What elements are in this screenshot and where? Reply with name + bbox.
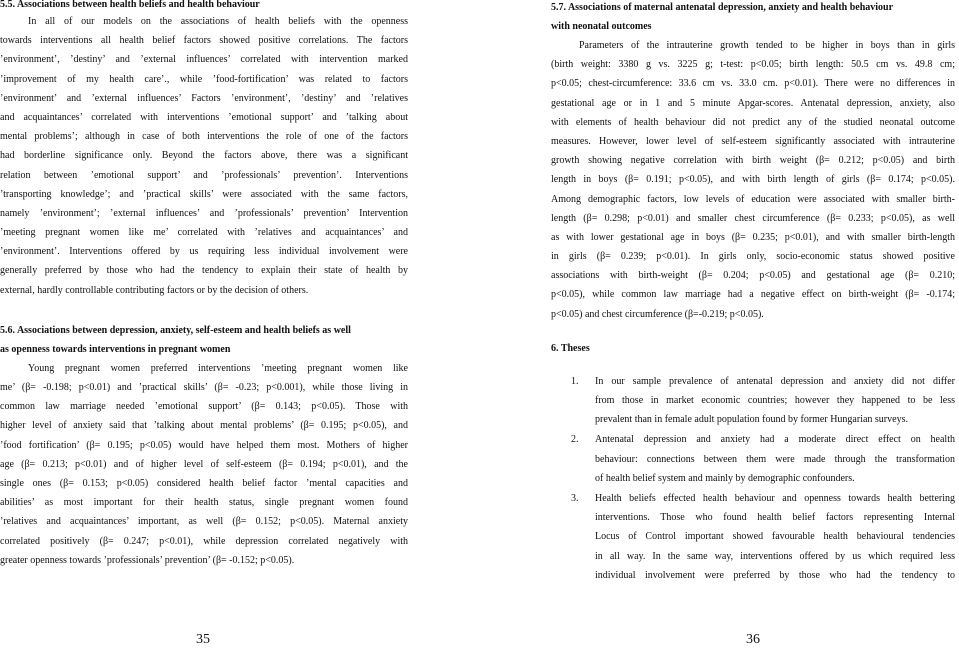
text-line: Among demographic factors, low levels of education were associated with smaller birth- bbox=[551, 193, 955, 205]
text-line: and acquaintances’ correlated with interventions ’emotional support’ and ’talking about bbox=[0, 111, 408, 123]
text-line: prevalent than in female adult population found by former Hungarian surveys. bbox=[595, 414, 908, 426]
text-line: gestational age or in 1 and 5 minute Apgar-scores. Antenatal depression, anxiety, also bbox=[551, 97, 955, 109]
section-5-5-body bbox=[0, 12, 408, 300]
text-line: measures. However, lower level of self-esteem significantly associated with intrauterine bbox=[551, 135, 955, 147]
text-line: individual involvement were preferred by those who had the tendency to bbox=[595, 569, 955, 581]
heading-line: as openness towards interventions in pregnant women bbox=[0, 343, 231, 355]
text-line: Parameters of the intrauterine growth tended to be higher in boys than in girls bbox=[579, 40, 955, 51]
text-line: p<0.05) and chest circumference (β=-0.219; p<0.05). bbox=[551, 308, 764, 320]
section-5-6-body bbox=[0, 359, 408, 570]
text-line: interventions. Those who found health belief factors representing Internal bbox=[595, 512, 955, 524]
text-line: higher level of anxiety said that ’talking about mental problems’ (β= 0.195; p<0.05), and bbox=[0, 420, 408, 432]
text-line: ’environment’. Interventions offered by us requiring less individual involvement were bbox=[0, 246, 408, 258]
page-number-left: 35 bbox=[196, 632, 210, 647]
page-number-right: 36 bbox=[746, 632, 760, 647]
text-line: ’transporting knowledge’; and ’practical skills’ were associated with the same factors, bbox=[0, 188, 408, 200]
text-line: greater openness towards ’professionals’ prevention’ (β= -0.152; p<0.05). bbox=[0, 554, 295, 566]
text-line: of health belief system and mainly by demographic confounders. bbox=[595, 472, 855, 484]
text-line: ’environment’, ’destiny’ and ’external influences’ correlated with intervention marked bbox=[0, 54, 408, 66]
text-line: ’improvement of my health care’., while ’food-fortification’ was related to factors bbox=[0, 73, 408, 85]
text-line: abilities’ as most important for their health status, single pregnant women found bbox=[0, 497, 408, 509]
left-page bbox=[0, 0, 408, 570]
thesis-text bbox=[595, 430, 955, 488]
thesis-number: 2. bbox=[571, 434, 579, 446]
text-line: (birth weight: 3380 g vs. 3225 g; t-test: p<0.05; birth length: 50.5 cm vs. 49.8 cm; bbox=[551, 59, 955, 71]
right-page bbox=[551, 0, 955, 585]
text-line: associations with birth-weight (β= 0.204; p<0.05) and gestational age (β= 0.210; bbox=[551, 270, 955, 282]
thesis-number: 1. bbox=[571, 375, 579, 387]
text-line: towards interventions all health belief factors showed positive correlations. The factors bbox=[0, 35, 408, 47]
heading-line: with neonatal outcomes bbox=[551, 21, 652, 32]
text-line: length (β= 0.298; p<0.01) and smaller chest circumference (β= 0.233; p<0.05), as well bbox=[551, 212, 955, 224]
text-line: mental problems’; although in case of both interventions the role of one of the factors bbox=[0, 131, 408, 143]
text-line: as with lower gestational age in boys (β= 0.235; p<0.01), and with smaller birth-length bbox=[551, 231, 955, 243]
text-line: correlated positively (β= 0.247; p<0.01), while depression correlated negatively with bbox=[0, 535, 408, 547]
text-line: in girls (β= 0.239; p<0.01). In girls only, socio-economic status showed positive bbox=[551, 251, 955, 263]
text-line: In our sample prevalence of antenatal depression and anxiety did not differ bbox=[595, 375, 955, 387]
text-line: Health beliefs effected health behaviour and openness towards health bettering bbox=[595, 492, 955, 504]
section-5-7-body bbox=[551, 36, 955, 324]
thesis-item bbox=[551, 489, 955, 585]
text-line: generally preferred by those who had the tendency to explain their state of health by bbox=[0, 265, 408, 277]
text-line: from those in market economic countries; however they happened to be less bbox=[595, 395, 955, 406]
text-line: namely ’environment’; ’external influences’ and ’professionals’ prevention’ Intervention bbox=[0, 207, 408, 219]
thesis-item bbox=[551, 430, 955, 488]
thesis-text bbox=[595, 489, 955, 585]
text-line: In all of our models on the associations of health beliefs with the openness bbox=[28, 16, 408, 27]
text-line: ’environment’ and ’external influences’ Factors ’environment’, ’destiny’ and ’relatives bbox=[0, 92, 408, 104]
theses-list bbox=[551, 372, 955, 585]
text-line: p<0.05), while common law marriage had a negative effect on birth-weight (β= -0.174; bbox=[551, 289, 955, 301]
section-5-6-heading bbox=[0, 321, 408, 359]
text-line: single ones (β= 0.153; p<0.05) considered health belief factor ’mental capacities and bbox=[0, 477, 408, 489]
text-line: common law marriage needed ’emotional support’ (β= 0.143; p<0.05). Those with bbox=[0, 401, 408, 413]
text-line: ’food fortification’ (β= 0.195; p<0.05) would have helped them most. Mothers of higher bbox=[0, 439, 408, 451]
heading-line: 5.6. Associations between depression, anxiety, self-esteem and health beliefs as well bbox=[0, 324, 351, 336]
thesis-item bbox=[551, 372, 955, 430]
text-line: Locus of Control important showed favourable health behavioural tendencies bbox=[595, 531, 955, 543]
section-5-7-heading bbox=[551, 0, 955, 36]
heading-line: 5.7. Associations of maternal antenatal depression, anxiety and health behaviour bbox=[551, 2, 894, 13]
text-line: with elements of health behaviour did not predict any of the studied neonatal outcome bbox=[551, 116, 955, 128]
thesis-number: 3. bbox=[571, 492, 579, 504]
section-5-5-heading: 5.5. Associations between health beliefs and health behaviour bbox=[0, 0, 260, 10]
thesis-text bbox=[595, 372, 955, 430]
text-line: external, hardly controllable contributing factors or by the decision of others. bbox=[0, 284, 309, 296]
text-line: growth showing negative correlation with birth weight (β= 0.212; p<0.05) and birth bbox=[551, 155, 955, 167]
text-line: ’relatives and acquaintances’ important, as well (β= 0.152; p<0.05). Maternal anxiety bbox=[0, 516, 408, 528]
text-line: length in boys (β= 0.191; p<0.05), and with birth length of girls (β= 0.174; p<0.05). bbox=[551, 174, 955, 186]
text-line: Young pregnant women preferred interventions ’meeting pregnant women like bbox=[28, 362, 408, 374]
text-line: me’ (β= -0.198; p<0.01) and ’practical skills’ (β= -0.23; p<0.001), while those living in bbox=[0, 382, 408, 393]
text-line: had borderline significance only. Beyond the factors above, there was a significant bbox=[0, 150, 408, 162]
text-line: p<0.05; chest-circumference: 33.6 cm vs. 33.0 cm. p<0.01). There were no differences in bbox=[551, 78, 955, 90]
text-line: age (β= 0.213; p<0.01) and of higher level of self-esteem (β= 0.194; p<0.01), and the bbox=[0, 458, 408, 470]
text-line: ’meeting pregnant women like me’ correlated with ’relatives and acquaintances’ and bbox=[0, 227, 408, 239]
text-line: behaviour: connections between them were made through the transformation bbox=[595, 453, 955, 465]
text-line: in all way. In the same way, interventions offered by us which required less bbox=[595, 550, 955, 562]
section-6-heading: 6. Theses bbox=[551, 342, 590, 354]
text-line: Antenatal depression and anxiety had a moderate direct effect on health bbox=[595, 434, 955, 446]
text-line: relation between ’emotional support’ and ’professionals’ prevention’. Interventions bbox=[0, 169, 408, 181]
